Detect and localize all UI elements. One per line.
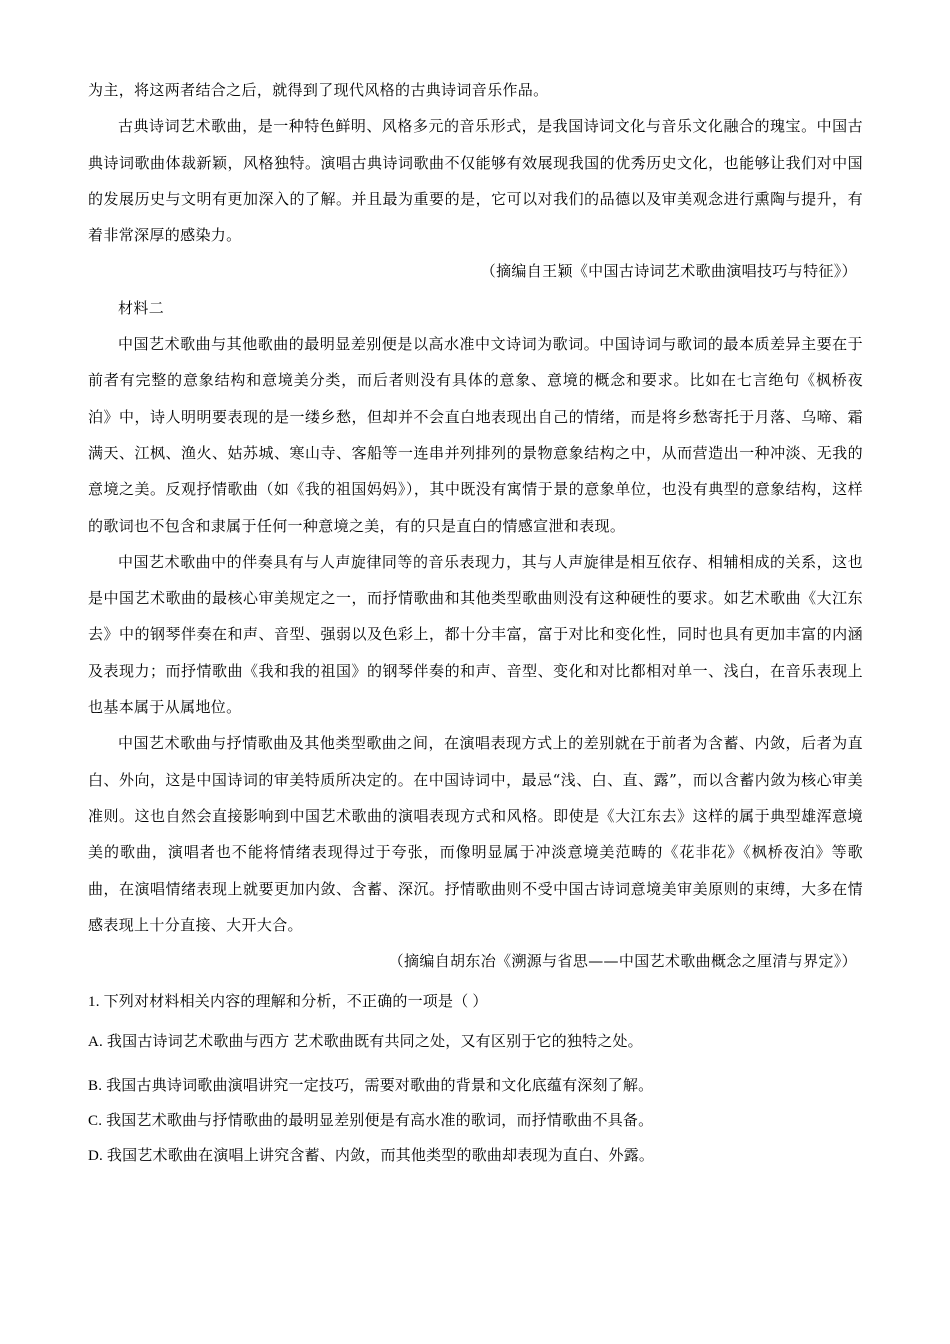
question-1-stem: 1. 下列对材料相关内容的理解和分析，不正确的一项是（ ） bbox=[88, 994, 488, 1011]
paragraph-performance-style: 中国艺术歌曲与抒情歌曲及其他类型歌曲之间，在演唱表现方式上的差别就在于前者为含蓄、内敛，后者为直白、外向，这是中国诗词的审美特质所决定的。在中国诗词中，最忌“浅、白、直、露”，而以含蓄内敛为核心审美准则。这也自然会直接影响到中国艺术歌曲的演唱表现方式和风格。即使是《大江东去》这样的属于典型雄浑意境美的歌曲，演唱者也不能将情绪表现得过于夸张，而像明显属于冲淡意境美范畴的《花非花》《枫桥夜泊》等歌曲，在演唱情绪表现上就要更加内敛、含蓄、深沉。抒情歌曲则不受中国古诗词意境美审美原则的束缚，大多在情感表现上十分直接、大开大合。 bbox=[88, 734, 863, 934]
source-citation-1: （摘编自王颖《中国古诗词艺术歌曲演唱技巧与特征》） bbox=[480, 262, 857, 281]
paragraph-accompaniment: 中国艺术歌曲中的伴奏具有与人声旋律同等的音乐表现力，其与人声旋律是相互依存、相辅相成的关系，这也是中国艺术歌曲的最核心审美规定之一，而抒情歌曲和其他类型歌曲则没有这种硬性的要求。如艺术歌曲《大江东去》中的钢琴伴奏在和声、音型、强弱以及色彩上，都十分丰富，富于对比和变化性，同时也具有更加丰富的内涵及表现力；而抒情歌曲《我和我的祖国》的钢琴伴奏的和声、音型、变化和对比都相对单一、浅白，在音乐表现上也基本属于从属地位。 bbox=[88, 552, 863, 717]
paragraph-continuation: 为主，将这两者结合之后，就得到了现代风格的古典诗词音乐作品。 bbox=[88, 81, 549, 99]
option-b: B. 我国古典诗词歌曲演唱讲究一定技巧，需要对歌曲的背景和文化底蕴有深刻了解。 bbox=[88, 1078, 654, 1095]
paragraph-art-songs-intro: 古典诗词艺术歌曲，是一种特色鲜明、风格多元的音乐形式，是我国诗词文化与音乐文化融合的瑰宝。中国古典诗词歌曲体裁新颖，风格独特。演唱古典诗词歌曲不仅能够有效展现我国的优秀历史文化，也能够让我们对中国的发展历史与文明有更加深入的了解。并且最为重要的是，它可以对我们的品德以及审美观念进行熏陶与提升，有着非常深厚的感染力。 bbox=[88, 117, 863, 245]
paragraph-lyrics-difference: 中国艺术歌曲与其他歌曲的最明显差别便是以高水准中文诗词为歌词。中国诗词与歌词的最本质差异主要在于前者有完整的意象结构和意境美分类，而后者则没有具体的意象、意境的概念和要求。比如在七言绝句《枫桥夜泊》中，诗人明明要表现的是一缕乡愁，但却并不会直白地表现出自己的情绪，而是将乡愁寄托于月落、乌啼、霜满天、江枫、渔火、姑苏城、寒山寺、客船等一连串并列排列的景物意象结构之中，从而营造出一种冲淡、无我的意境之美。反观抒情歌曲（如《我的祖国妈妈》），其中既没有寓情于景的意象单位，也没有典型的意象结构，这样的歌词也不包含和隶属于任何一种意境之美，有的只是直白的情感宣泄和表现。 bbox=[88, 335, 863, 535]
option-d: D. 我国艺术歌曲在演唱上讲究含蓄、内敛，而其他类型的歌曲却表现为直白、外露。 bbox=[88, 1148, 655, 1165]
material-two-heading: 材料二 bbox=[118, 298, 165, 317]
source-citation-2: （摘编自胡东冶《溯源与省思——中国艺术歌曲概念之厘清与界定》） bbox=[388, 952, 857, 971]
option-c: C. 我国艺术歌曲与抒情歌曲的最明显差别便是有高水准的歌词，而抒情歌曲不具备。 bbox=[88, 1113, 654, 1130]
document-page bbox=[88, 72, 863, 1167]
option-a: A. 我国古诗词艺术歌曲与西方 艺术歌曲既有共同之处，又有区别于它的独特之处。 bbox=[88, 1034, 643, 1051]
